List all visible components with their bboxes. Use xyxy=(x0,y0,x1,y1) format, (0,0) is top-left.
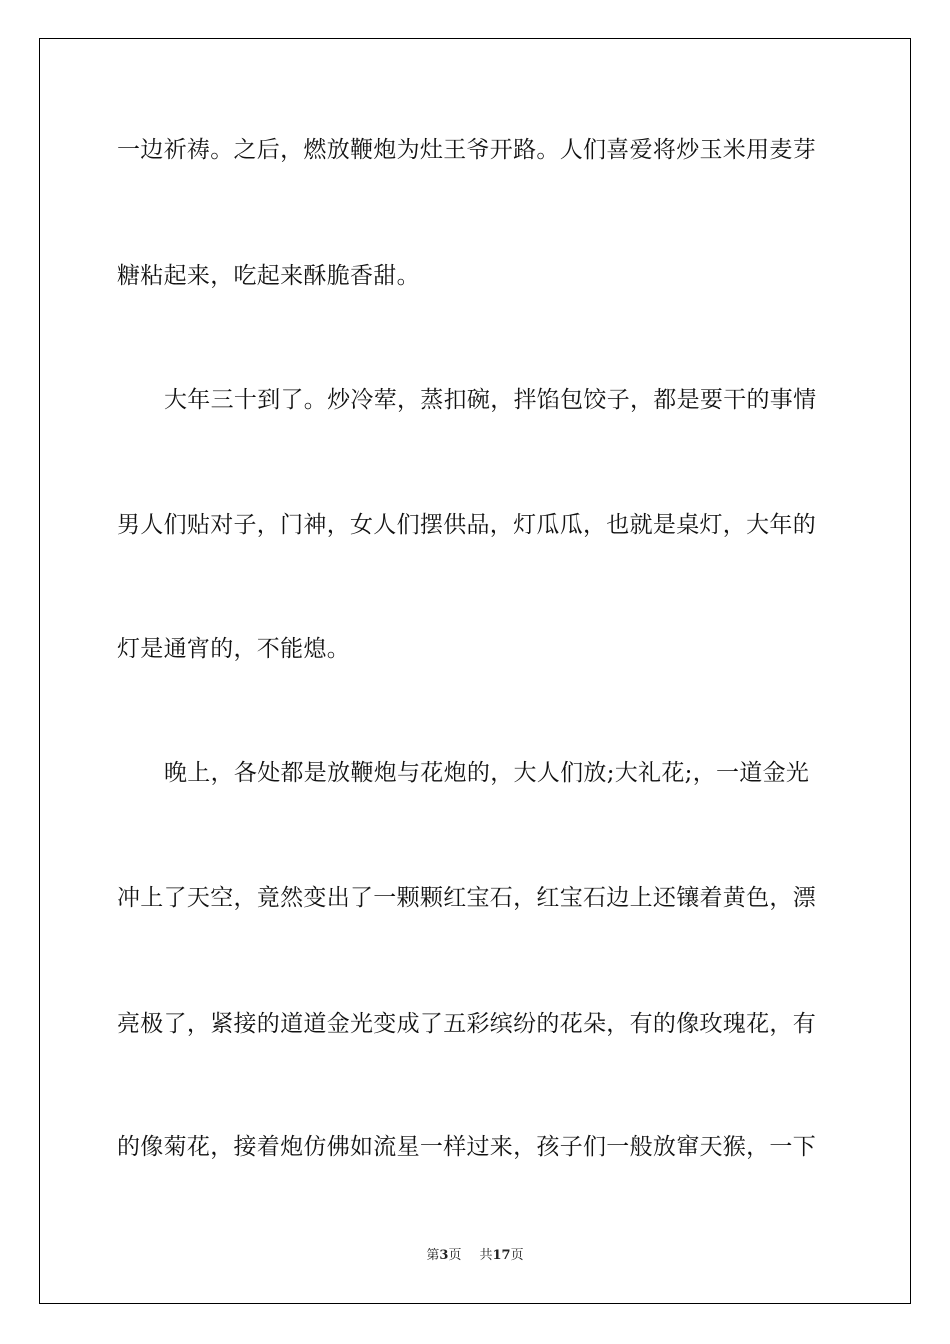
body-text-line: 灯是通宵的，不能熄。 xyxy=(117,636,350,662)
page-border xyxy=(39,38,911,1304)
footer-page-prefix: 第 xyxy=(426,1248,440,1263)
body-text-line: 亮极了，紧接的道道金光变成了五彩缤纷的花朵，有的像玫瑰花，有 xyxy=(117,1011,816,1037)
footer-total-pages: 17 xyxy=(492,1248,511,1263)
body-text-line: 晚上，各处都是放鞭炮与花炮的，大人们放;大礼花;，一道金光 xyxy=(164,760,810,786)
footer-total-suffix: 页 xyxy=(510,1248,524,1263)
body-text-line: 大年三十到了。炒冷荤，蒸扣碗，拌馅包饺子，都是要干的事情 xyxy=(164,387,817,413)
footer-total-prefix: 共 xyxy=(479,1248,493,1263)
footer-page-number: 3 xyxy=(439,1248,449,1263)
body-text-line: 的像菊花，接着炮仿佛如流星一样过来，孩子们一般放窜天猴，一下 xyxy=(117,1134,816,1160)
page-footer xyxy=(0,1244,950,1263)
body-text-line: 一边祈祷。之后，燃放鞭炮为灶王爷开路。人们喜爱将炒玉米用麦芽 xyxy=(117,137,816,163)
body-text-line: 冲上了天空，竟然变出了一颗颗红宝石，红宝石边上还镶着黄色，漂 xyxy=(117,885,816,911)
body-text-line: 糖粘起来，吃起来酥脆香甜。 xyxy=(117,263,420,289)
body-text-line: 男人们贴对子，门神，女人们摆供品，灯瓜瓜，也就是桌灯，大年的 xyxy=(117,512,816,538)
footer-page-suffix: 页 xyxy=(448,1248,462,1263)
